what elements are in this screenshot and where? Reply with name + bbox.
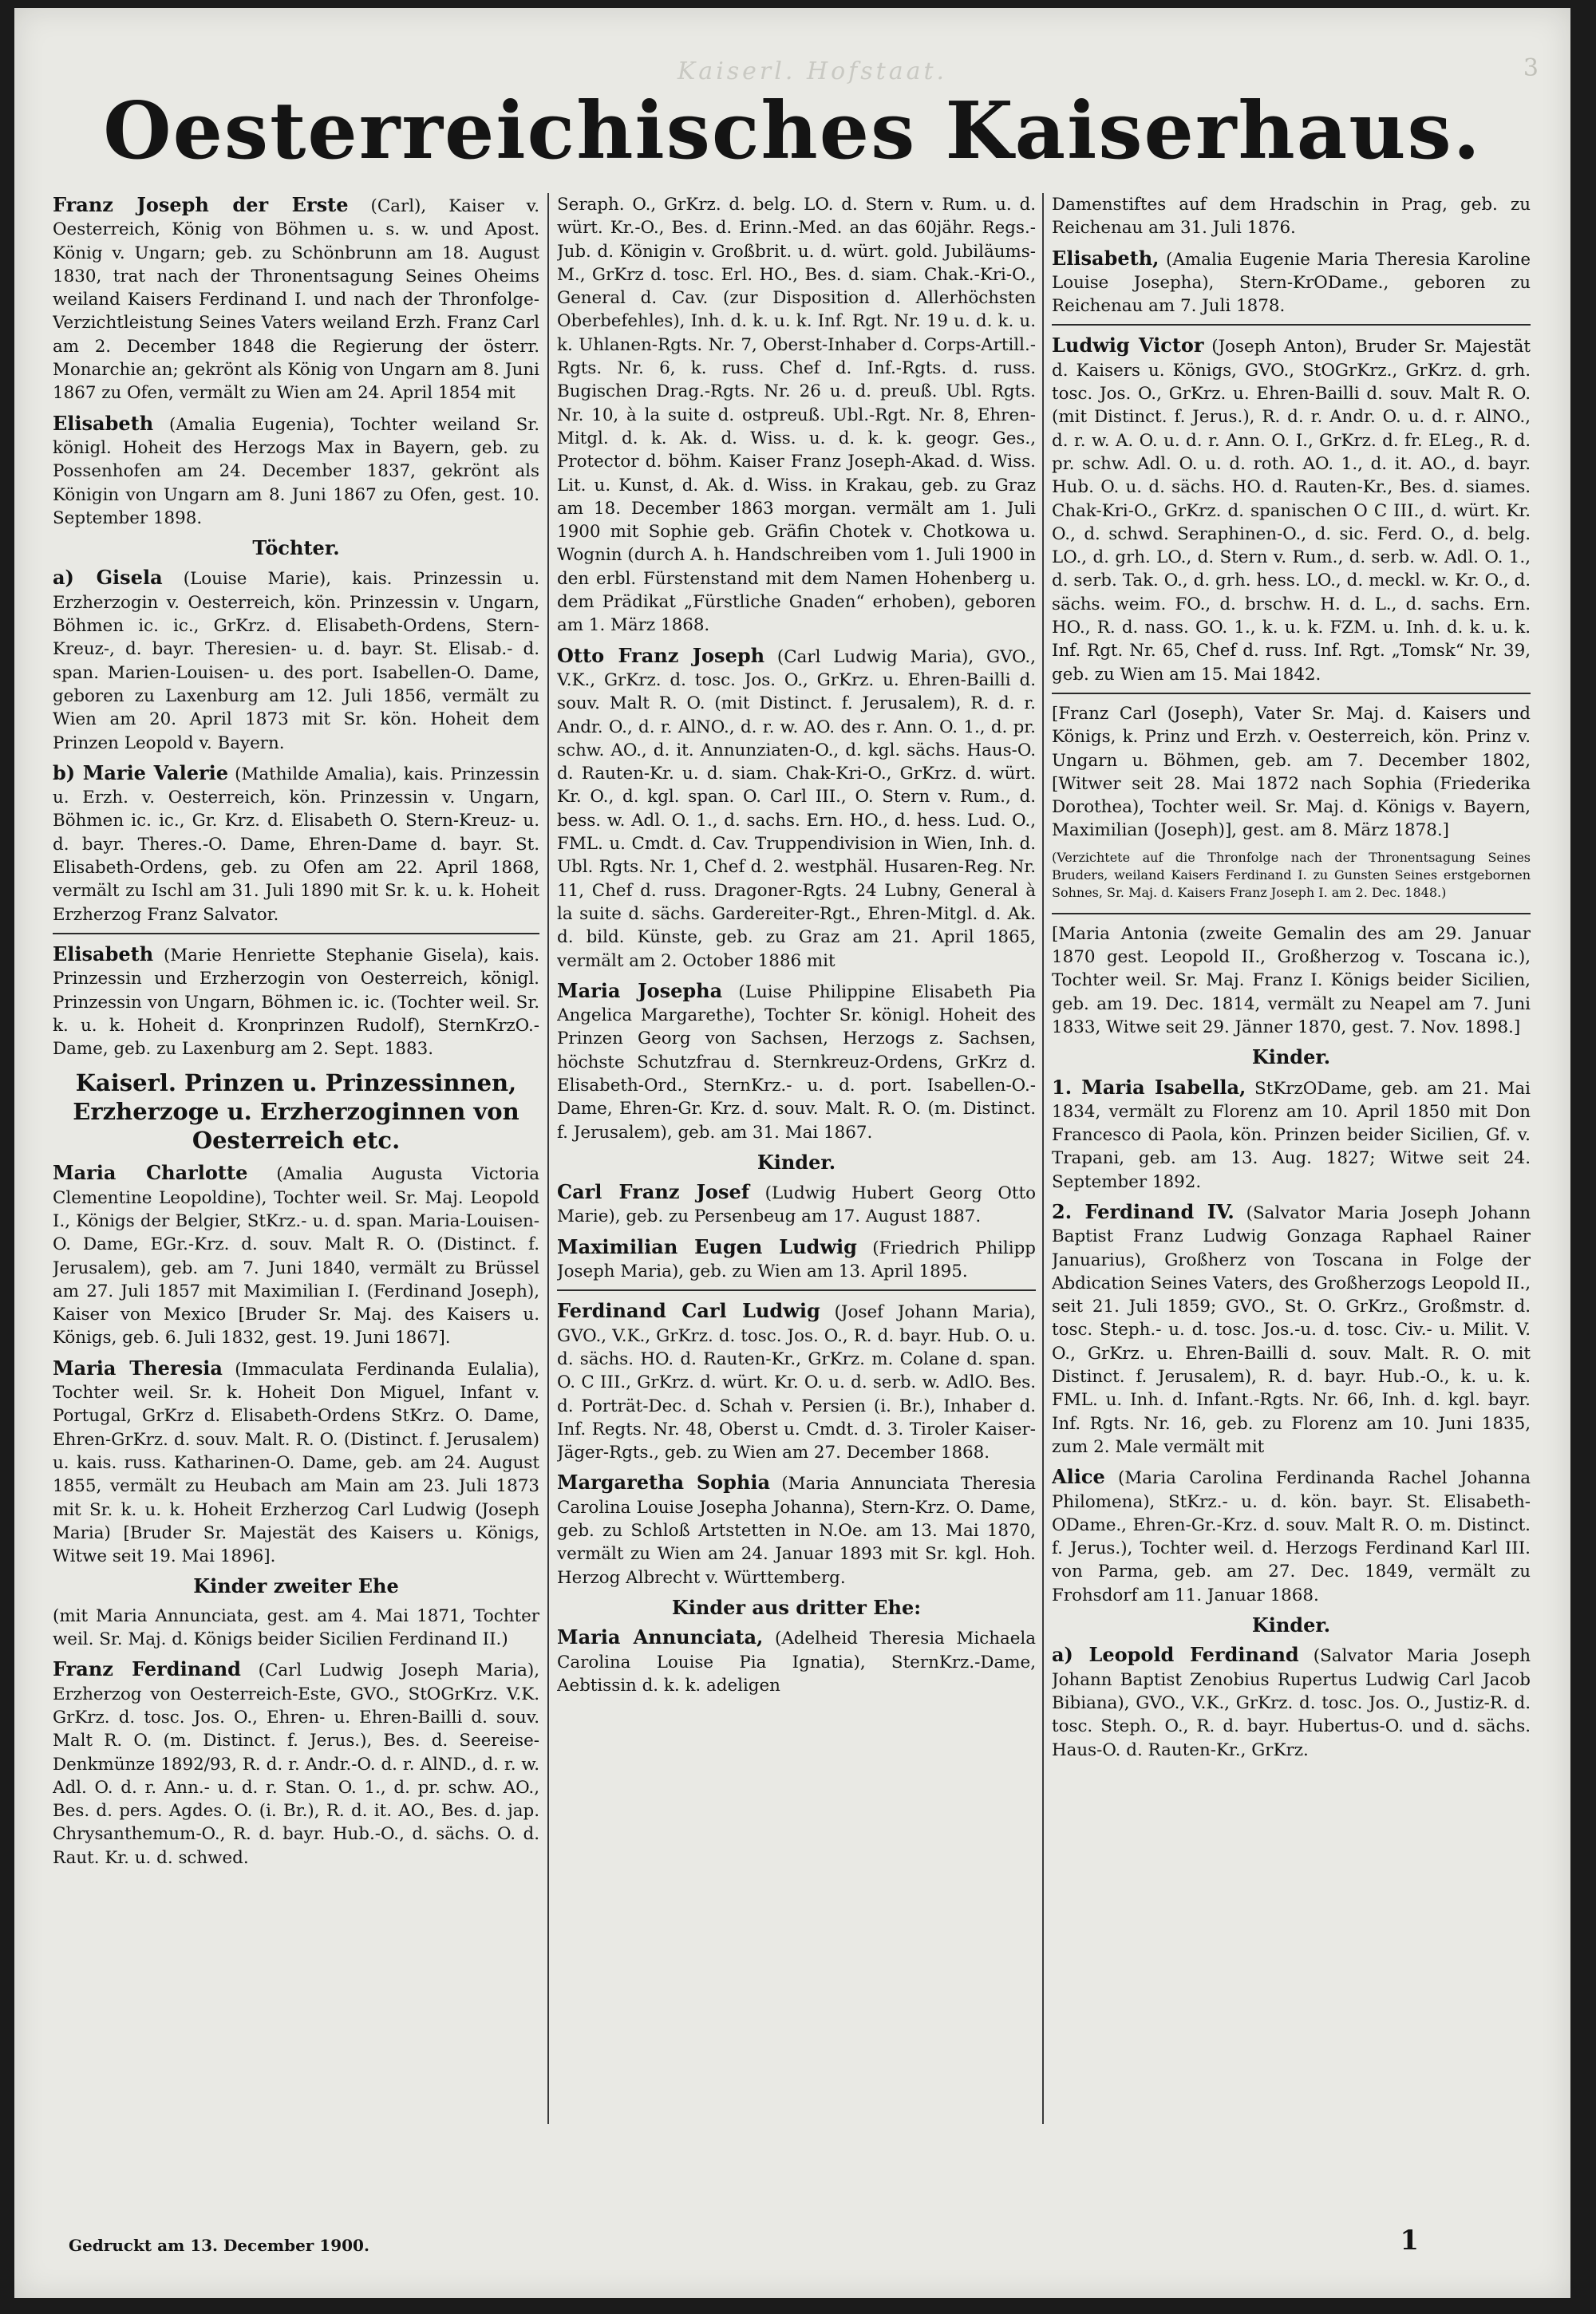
bleed-through-page-number: 3 xyxy=(1523,54,1539,82)
person-name: Maria Charlotte xyxy=(53,1161,248,1185)
genealogy-entry xyxy=(1052,1076,1531,1194)
person-name: Elisabeth xyxy=(53,411,154,435)
genealogy-entry xyxy=(53,412,539,530)
person-name: b) Marie Valerie xyxy=(53,760,229,784)
entry-text: (Adelheid Theresia Michaela Carolina Louise Pia Ignatia), SternKrz.-Dame, Aebtissin d. k. k. adeligen xyxy=(557,1629,1036,1696)
person-name: Maria Josepha xyxy=(557,978,723,1002)
genealogy-entry xyxy=(1052,1200,1531,1459)
paragraph-text: [Maria Antonia (zweite Gemalin des am 29. Januar 1870 gest. Leopold II., Großherzog v. Toscana ic.), Tochter weil. Sr. Maj. Franz I. Königs beider Sicilien, geb. am 19. Dec. 1814, vermält zu Neapel am 7. Juni 1833, Witwe seit 29. Jänner 1870, gest. 7. Nov. 1898.] xyxy=(1052,923,1531,1037)
person-name: Elisabeth, xyxy=(1052,246,1159,270)
column-rule-right xyxy=(1042,193,1044,2124)
print-date: Gedruckt am 13. December 1900. xyxy=(69,2236,369,2255)
entry-text: (Josef Johann Maria), GVO., V.K., GrKrz. d. tosc. Jos. O., R. d. bayr. Hub. O. u. d. sächs. HO. d. Rauten-Kr., GrKrz. m. Colane d. span. O. C III., GrKrz. d. würt. Kr. O. u. d. serb. w. AdlO. Bes. d. Porträt-Dec. d. Schah v. Persien (i. Br.), Inhaber d. Inf. Regts. Nr. 48, Oberst u. Cmdt. d. 3. Tiroler Kaiser-Jäger-Rgts., geb. zu Wien am 27. December 1868. xyxy=(557,1302,1036,1463)
page-title: Oesterreichisches Kaiserhaus. xyxy=(103,85,1482,177)
genealogy-entry xyxy=(557,1625,1036,1697)
genealogy-entry xyxy=(53,193,539,405)
genealogy-entry xyxy=(557,1235,1036,1284)
genealogy-entry xyxy=(53,942,539,1060)
entry-text: (Louise Marie), kais. Prinzessin u. Erzherzogin v. Oesterreich, kön. Prinzessin v. Ungarn, Böhmen ic. ic., GrKrz. d. Elisabeth-Ordens, Stern-Kreuz-, d. bayr. Theresien- u. d. bayr. St. Elisab.- d. span. Marien-Louisen- u. des port. Isabellen-O. Dame, geboren zu Laxenburg am 12. Juli 1856, vermält zu Wien am 20. April 1873 mit Sr. kön. Hoheit dem Prinzen Leopold v. Bayern. xyxy=(53,569,539,753)
section-heading: Töchter. xyxy=(252,536,340,560)
entry-text: (Immaculata Ferdinanda Eulalia), Tochter weil. Sr. k. Hoheit Don Miguel, Infant v. Portugal, GrKrz d. Elisabeth-Ordens StKrz. O. Dame, Ehren-GrKrz. d. souv. Malt. R. O. (Distinct. f. Jerusalem) u. kais. russ. Katharinen-O. Dame, geb. am 24. August 1855, vermält zu Heubach am Main am 23. Juli 1873 mit Sr. k. u. k. Hoheit Erzherzog Carl Ludwig (Joseph Maria) [Bruder Sr. Majestät des Kaisers u. Königs, Witwe seit 19. Mai 1896]. xyxy=(53,1359,539,1567)
genealogy-entry xyxy=(557,1471,1036,1589)
person-name: Ludwig Victor xyxy=(1052,334,1204,357)
text-column-2 xyxy=(557,193,1036,2220)
person-name: Franz Ferdinand xyxy=(53,1657,241,1681)
genealogy-entry xyxy=(53,1161,539,1349)
person-name: Ferdinand Carl Ludwig xyxy=(557,1299,820,1323)
genealogy-entry xyxy=(1052,334,1531,685)
genealogy-entry xyxy=(557,1180,1036,1229)
entry-text: (Carl Ludwig Maria), GVO., V.K., GrKrz. d. tosc. Jos. O., GrKrz. u. Ehren-Bailli d. souv. Malt R. O. (mit Distinct. f. Jerusalem), R. d. r. Andr. O., d. r. AlNO., d. r. w. AO. des r. Ann. O. 1., d. pr. schw. AO., d. it. Annunziaten-O., d. kgl. sächs. Haus-O. d. Rauten-Kr. u. d. siam. Chak-Kri-O., GrKrz. d. würt. Kr. O., d. kgl. span. O. Carl III., O. Stern v. Rum., d. bess. w. Adl. O. 1., d. sachs. Ern. HO., d. hess. Lud. O., FML. u. Cmdt. d. Cav. Truppendivision in Wien, Inh. d. Ubl. Rgts. Nr. 1, Chef d. 2. westphäl. Husaren-Reg. Nr. 11, Chef d. russ. Dragoner-Rgts. 24 Lubny, General à la suite d. sächs. Gardereiter-Rgt., Ehren-Mitgl. d. Ak. d. bild. Künste, geb. zu Graz am 21. April 1865, vermält am 2. October 1886 mit xyxy=(557,646,1036,971)
genealogy-entry xyxy=(1052,1465,1531,1607)
section-heading: Kinder zweiter Ehe xyxy=(193,1574,399,1598)
entry-text: (Salvator Maria Joseph Johann Baptist Zenobius Rupertus Ludwig Carl Jacob Bibiana), GVO., V.K., GrKrz. d. tosc. Jos. O., Justiz-R. d. tosc. Steph. O., R. d. bayr. Hubertus-O. und d. sächs. Haus-O. d. Rauten-Kr., GrKrz. xyxy=(1052,1646,1531,1760)
section-separator xyxy=(53,933,539,934)
entry-text: (Salvator Maria Joseph Johann Baptist Franz Ludwig Gonzaga Raphael Rainer Januarius), Großherz von Toscana in Folge der Abdication Seines Vaters, des Großherzogs Leopold II., seit 21. Juli 1859; GVO., St. O. GrKrz., Großmstr. d. tosc. Steph.- u. d. tosc. Jos.-u. d. tosc. Civ.- u. Milit. V. O., GrKrz. u. Ehren-Bailli d. souv. Malt. R. O. mit Distinct. f. Jerusalem), R. d. bayr. Hub.-O., k. u. k. FML. u. Inh. d. Infant.-Rgts. Nr. 66, Inh. d. kgl. bayr. Inf. Rgts. Nr. 16, geb. zu Florenz am 10. Juni 1835, zum 2. Male vermält mit xyxy=(1052,1202,1531,1457)
entry-text: (Amalia Augusta Victoria Clementine Leopoldine), Tochter weil. Sr. Maj. Leopold I., Königs der Belgier, StKrz.- u. d. span. Maria-Louisen-O. Dame, EGr.-Krz. d. souv. Malt R. O. (Distinct. f. Jerusalem), geb. am 7. Juni 1840, vermält zu Brüssel am 27. Juli 1857 mit Maximilian I. (Ferdinand Joseph), Kaiser von Mexico [Bruder Sr. Maj. des Kaisers u. Königs, geb. 6. Juli 1832, gest. 19. Juni 1867]. xyxy=(53,1164,539,1349)
major-section-heading: Kaiserl. Prinzen u. Prinzessinnen, Erzherzoge u. Erzherzoginnen von Oesterreich etc. xyxy=(73,1069,519,1155)
person-name: Margaretha Sophia xyxy=(557,1471,771,1495)
person-name: Franz Joseph der Erste xyxy=(53,193,349,216)
person-name: Carl Franz Josef xyxy=(557,1180,750,1204)
genealogy-entry xyxy=(53,566,539,754)
genealogy-entry xyxy=(53,1356,539,1569)
footnote-text: (Verzichtete auf die Thronfolge nach der Thronentsagung Seines Bruders, weiland Kaisers Ferdinand I. zu Gunsten Seines erstgebornen Sohnes, Sr. Maj. d. Kaisers Franz Joseph I. am 2. Dec. 1848.) xyxy=(1052,849,1531,900)
entry-text: (Maria Annunciata Theresia Carolina Louise Josepha Johanna), Stern-Krz. O. Dame, geb. zu Schloß Artstetten in N.Oe. am 13. Mai 1870, vermält zu Wien am 24. Januar 1893 mit Sr. kgl. Hoh. Herzog Albrecht v. Württemberg. xyxy=(557,1474,1036,1588)
entry-text: StKrzODame, geb. am 21. Mai 1834, vermält zu Florenz am 10. April 1850 mit Don Francesco di Paola, kön. Prinzen beider Sicilien, Gf. v. Trapani, geb. am 13. Aug. 1827; Witwe seit 24. September 1892. xyxy=(1052,1078,1531,1192)
section-separator xyxy=(1052,913,1531,914)
person-name: Maximilian Eugen Ludwig xyxy=(557,1234,857,1258)
section-separator xyxy=(1052,693,1531,694)
section-heading: Kinder aus dritter Ehe: xyxy=(671,1595,922,1619)
page-number: 1 xyxy=(1400,2225,1419,2257)
entry-text: (Amalia Eugenie Maria Theresia Karoline Louise Josepha), Stern-KrODame., geboren zu Reichenau am 7. Juli 1878. xyxy=(1052,249,1531,317)
column-rule-left xyxy=(547,193,549,2124)
genealogy-entry xyxy=(557,644,1036,973)
section-separator xyxy=(557,1289,1036,1291)
genealogy-entry xyxy=(557,1299,1036,1464)
person-name: Elisabeth xyxy=(53,942,154,965)
person-name: 2. Ferdinand IV. xyxy=(1052,1199,1235,1223)
person-name: Maria Theresia xyxy=(53,1356,223,1380)
person-name: Maria Annunciata, xyxy=(557,1625,764,1649)
person-name: 1. Maria Isabella, xyxy=(1052,1075,1246,1099)
entry-text: (Joseph Anton), Bruder Sr. Majestät d. Kaisers u. Königs, GVO., StOGrKrz., GrKrz. d. grh. tosc. Jos. O., GrKrz. u. Ehren-Bailli d. souv. Malt R. O. (mit Distinct. f. Jerus.), R. d. r. Andr. O. u. d. r. AlNO., d. r. w. A. O. u. d. r. Ann. O. I., GrKrz. d. fr. ELeg., R. d. pr. schw. Adl. O. u. d. roth. AO. 1., d. it. AO., d. bayr. Hub. O. u. d. sächs. HO. d. Rauten-Kr., Bes. d. siames. Chak-Kri-O., GrKrz. d. spanischen O C III., d. würt. Kr. O., d. schwd. Seraphinen-O., d. sic. Ferd. O., d. belg. LO., d. grh. LO., d. Stern v. Rum., d. serb. w. Adl. O. 1., d. serb. Tak. O., d. grh. hess. LO., d. meckl. w. Kr. O., d. sächs. weim. FO., d. brschw. H. d. L., d. sachs. Ern. HO., R. d. nass. GO. 1., k. u. k. FZM. u. Inh. d. k. u. k. Inf. Rgt. Nr. 65, Chef d. russ. Inf. Rgt. „Tomsk“ Nr. 39, geb. zu Wien am 15. Mai 1842. xyxy=(1052,337,1531,685)
genealogy-entry xyxy=(1052,247,1531,318)
genealogy-entry xyxy=(1052,1643,1531,1761)
bleed-through-running-head: Kaiserl. Hofstaat. xyxy=(677,57,948,85)
text-column-3 xyxy=(1052,193,1531,2220)
entry-text: (Carl Ludwig Joseph Maria), Erzherzog von Oesterreich-Este, GVO., StOGrKrz. V.K. GrKrz. d. tosc. Jos. O., Ehren- u. Ehren-Bailli d. souv. Malt R. O. (m. Distinct. f. Jerus.), Bes. d. Seereise-Denkmünze 1892/93, R. d. r. Andr.-O. d. r. AlND., d. r. w. Adl. O. d. r. Ann.- u. d. r. Stan. O. 1., d. pr. schw. AO., Bes. d. pers. Agdes. O. (i. Br.), R. d. it. AO., Bes. d. jap. Chrysanthemum-O., R. d. bayr. Hub.-O., d. sächs. O. d. Raut. Kr. u. d. schwed. xyxy=(53,1660,539,1868)
entry-text: (Luise Philippine Elisabeth Pia Angelica Margarethe), Tochter Sr. königl. Hoheit des Prinzen Georg von Sachsen, Herzogs z. Sachsen, höchste Schutzfrau d. Sternkreuz-Ordens, GrKrz d. Elisabeth-Ord., SternKrz.- u. d. port. Isabellen-O.-Dame, Ehren-Gr. Krz. d. souv. Malt. R. O. (m. Distinct. f. Jerusalem), geb. am 31. Mai 1867. xyxy=(557,981,1036,1143)
person-name: Alice xyxy=(1052,1465,1105,1489)
genealogy-entry xyxy=(53,761,539,926)
section-heading: Kinder. xyxy=(757,1150,836,1174)
paragraph-text: Damenstiftes auf dem Hradschin in Prag, geb. zu Reichenau am 31. Juli 1876. xyxy=(1052,195,1531,239)
genealogy-entry xyxy=(53,1657,539,1870)
person-name: a) Leopold Ferdinand xyxy=(1052,1643,1299,1667)
entry-text: (Mathilde Amalia), kais. Prinzessin u. Erzh. v. Oesterreich, kön. Prinzessin v. Ungarn, Böhmen ic. ic., Gr. Krz. d. Elisabeth O. Stern-Kreuz- u. d. bayr. Theres.-O. Dame, Ehren-Dame d. bayr. St. Elisabeth-Ordens, geb. zu Ofen am 22. April 1868, vermält zu Ischl am 31. Juli 1890 mit Sr. k. u. k. Hoheit Erzherzog Franz Salvator. xyxy=(53,764,539,925)
entry-text: (Carl), Kaiser v. Oesterreich, König von Böhmen u. s. w. und Apost. König v. Ungarn; geb. zu Schönbrunn am 18. August 1830, trat nach der Thronentsagung Seines Oheims weiland Kaisers Ferdinand I. und nach der Thronfolge-Verzichtleistung Seines Vaters weiland Erzh. Franz Carl am 2. December 1848 die Regierung der österr. Monarchie an; gekrönt als König von Ungarn am 8. Juni 1867 zu Ofen, vermält zu Wien am 24. April 1854 mit xyxy=(53,196,539,404)
person-name: a) Gisela xyxy=(53,566,163,590)
paragraph-text: (mit Maria Annunciata, gest. am 4. Mai 1871, Tochter weil. Sr. Maj. d. Königs beider Sicilien Ferdinand II.) xyxy=(53,1605,539,1650)
entry-text: (Marie Henriette Stephanie Gisela), kais. Prinzessin und Erzherzogin von Oesterreich, königl. Prinzessin von Ungarn, Böhmen ic. ic. (Tochter weil. Sr. k. u. k. Hoheit d. Kronprinzen Rudolf), SternKrzO.-Dame, geb. zu Laxenburg am 2. Sept. 1883. xyxy=(53,945,539,1060)
section-heading: Kinder. xyxy=(1251,1613,1331,1637)
document-page xyxy=(14,8,1570,2298)
entry-text: (Ludwig Hubert Georg Otto Marie), geb. zu Persenbeug am 17. August 1887. xyxy=(557,1183,1036,1227)
entry-text: (Maria Carolina Ferdinanda Rachel Johanna Philomena), StKrz.- u. d. kön. bayr. St. Elisabeth-ODame., Ehren-Gr.-Krz. d. souv. Malt R. O. m. Distinct. f. Jerus.), Tochter weil. d. Herzogs Ferdinand Karl III. von Parma, geb. am 27. Dec. 1849, vermält zu Frohsdorf am 11. Januar 1868. xyxy=(1052,1468,1531,1605)
text-column-1 xyxy=(53,193,539,2220)
entry-text: (Amalia Eugenia), Tochter weiland Sr. königl. Hoheit des Herzogs Max in Bayern, geb. zu Possenhofen am 24. December 1837, gekrönt als Königin von Ungarn am 8. Juni 1867 zu Ofen, gest. 10. September 1898. xyxy=(53,414,539,528)
section-heading: Kinder. xyxy=(1251,1045,1331,1069)
paragraph-text: Seraph. O., GrKrz. d. belg. LO. d. Stern v. Rum. u. d. würt. Kr.-O., Bes. d. Erinn.-Med. an das 60jähr. Regs.-Jub. d. Königin v. Großbrit. u. d. würt. gold. Jubiläums-M., GrKrz d. tosc. Erl. HO., Bes. d. siam. Chak.-Kri-O., General d. Cav. (zur Disposition d. Allerhöchsten Oberbefehles), Inh. d. k. u. k. Inf. Rgt. Nr. 19 u. d. k. u. k. Uhlanen-Rgts. Nr. 7, Oberst-Inhaber d. Corps-Artill.-Rgts. Nr. 6, k. russ. Chef d. Inf.-Rgts. d. russ. Bugischen Drag.-Rgts. Nr. 26 u. d. preuß. Ubl. Rgts. Nr. 10, à la suite d. ostpreuß. Ubl.-Rgt. Nr. 8, Ehren-Mitgl. d. k. Ak. d. Wiss. u. d. k. k. geogr. Ges., Protector d. böhm. Kaiser Franz Joseph-Akad. d. Wiss. Lit. u. Kunst, d. Ak. d. Wiss. in Krakau, geb. zu Graz am 18. December 1863 morgan. vermält am 1. Juli 1900 mit Sophie geb. Gräfin Chotek v. Chotkowa u. Wognin (durch A. h. Handschreiben vom 1. Juli 1900 in den erbl. Fürstenstand mit dem Namen Hohenberg u. dem Prädikat „Fürstliche Gnaden“ erhoben), geboren am 1. März 1868. xyxy=(557,195,1036,636)
paragraph-text: [Franz Carl (Joseph), Vater Sr. Maj. d. Kaisers und Königs, k. Prinz und Erzh. v. Oesterreich, kön. Prinz v. Ungarn u. Böhmen, geb. am 7. December 1802, [Witwer seit 28. Mai 1872 nach Sophia (Friederika Dorothea), Tochter weil. Sr. Maj. d. Königs v. Bayern, Maximilian (Joseph)], gest. am 8. März 1878.] xyxy=(1052,703,1531,841)
section-separator xyxy=(1052,324,1531,326)
person-name: Otto Franz Joseph xyxy=(557,643,765,667)
genealogy-entry xyxy=(557,979,1036,1144)
entry-text: (Friedrich Philipp Joseph Maria), geb. zu Wien am 13. April 1895. xyxy=(557,1238,1036,1282)
